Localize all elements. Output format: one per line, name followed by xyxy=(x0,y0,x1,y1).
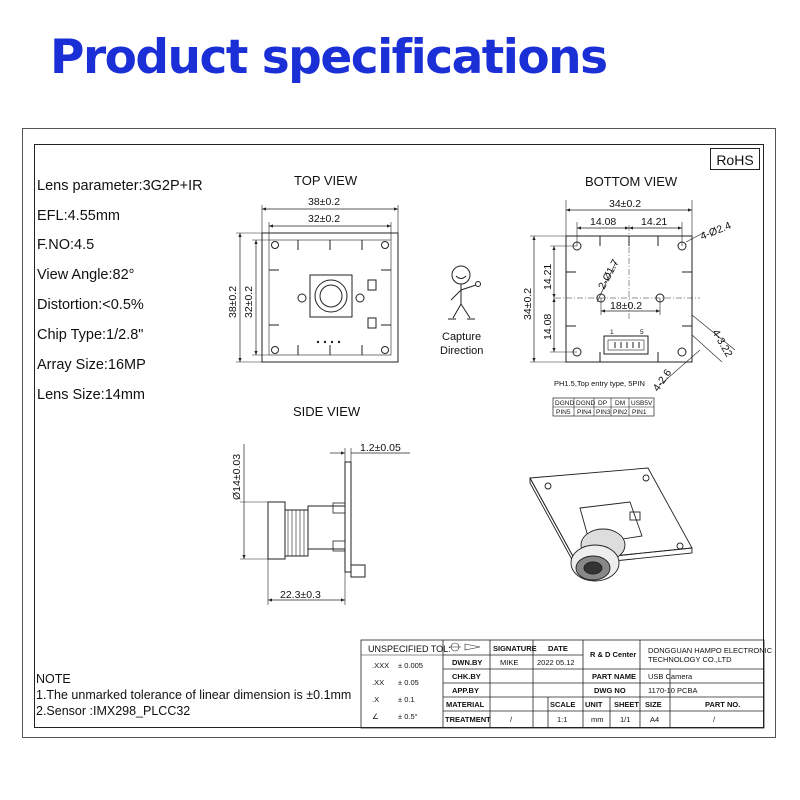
dim-bot-w-left: 14.08 xyxy=(590,216,617,228)
tb-app-by: APP.BY xyxy=(452,686,479,695)
tb-tol-val-4: ± 0.5° xyxy=(398,712,418,721)
tb-tol-key-1: .XXX xyxy=(372,661,390,670)
capture-direction-figure xyxy=(448,266,481,319)
tb-size-val: A4 xyxy=(650,715,660,724)
tb-t-treat: / xyxy=(510,715,513,724)
tb-tol-key-3: .X xyxy=(372,695,380,704)
spec-chip-type: Chip Type:1/2.8" xyxy=(37,327,144,343)
pin-3: PIN3 xyxy=(596,409,611,416)
dim-bot-h-bottom: 14.08 xyxy=(542,313,554,340)
top-view-drawing xyxy=(236,205,398,362)
tb-part-name: USB Camera xyxy=(648,672,693,681)
tb-scale: SCALE xyxy=(550,700,576,709)
tb-unit: UNIT xyxy=(585,700,603,709)
tb-scale-val: 1:1 xyxy=(557,715,568,724)
tb-company-1: DONGGUAN HAMPO ELECTRONIC xyxy=(648,646,773,655)
dim-bot-hole: 4-Ø2.4 xyxy=(698,219,733,243)
tb-tol-val-1: ± 0.005 xyxy=(398,661,423,670)
note-title: NOTE xyxy=(36,672,71,686)
note-line-1: 1.The unmarked tolerance of linear dimension is ±0.1mm xyxy=(36,688,352,702)
tb-dwn-name: MIKE xyxy=(500,658,519,667)
tb-tol-val-2: ± 0.05 xyxy=(398,678,419,687)
spec-lens-size: Lens Size:14mm xyxy=(37,387,145,403)
tb-tol-key-2: .XX xyxy=(372,678,385,687)
page-title: Product specifications xyxy=(50,30,607,85)
pin-1: PIN5 xyxy=(556,409,571,416)
spec-distortion: Distortion:<0.5% xyxy=(37,297,144,313)
signal-1: DGND xyxy=(555,400,575,407)
dim-bot-diag: 2-Ø1.7 xyxy=(596,257,622,292)
tb-signature: SIGNATURE xyxy=(493,644,537,653)
tb-sheet-val: 1/1 xyxy=(620,715,631,724)
tb-size: SIZE xyxy=(645,700,662,709)
dim-bot-h-top: 14.21 xyxy=(542,263,554,290)
spec-array-size: Array Size:16MP xyxy=(37,357,146,373)
tb-tol-key-4: ∠ xyxy=(372,712,379,721)
tb-unspecified: UNSPECIFIED TOL: xyxy=(368,644,451,654)
tb-dwn-by: DWN.BY xyxy=(452,658,483,667)
side-view-label: SIDE VIEW xyxy=(293,404,361,419)
tb-sheet: SHEET xyxy=(614,700,640,709)
note-line-2: 2.Sensor :IMX298_PLCC32 xyxy=(36,704,191,718)
pin-2: PIN4 xyxy=(577,409,592,416)
connector-pin5: 5 xyxy=(640,329,644,336)
tb-dwg-no: 1170-10 PCBA xyxy=(648,686,698,695)
capture-label-2: Direction xyxy=(440,345,484,357)
spec-view-angle: View Angle:82° xyxy=(37,267,135,283)
signal-4: DM xyxy=(615,400,626,407)
tb-part-name-label: PART NAME xyxy=(592,672,637,681)
pin-5: PIN1 xyxy=(632,409,647,416)
connector-pin1: 1 xyxy=(610,329,614,336)
dim-top-w-outer: 38±0.2 xyxy=(308,196,341,208)
dim-bot-w-outer: 34±0.2 xyxy=(609,198,642,210)
dim-bot-center: 18±0.2 xyxy=(610,300,643,312)
tb-date: DATE xyxy=(548,644,568,653)
tb-dwg-no-label: DWG NO xyxy=(594,686,626,695)
signal-5: USB5V xyxy=(631,400,653,407)
dim-side-len: 22.3±0.3 xyxy=(280,589,321,601)
spec-fno: F.NO:4.5 xyxy=(37,237,95,253)
dim-bot-h-outer: 34±0.2 xyxy=(522,287,534,320)
connector-caption: PH1.5,Top entry type, 5PIN xyxy=(554,379,645,388)
dim-side-thick: 1.2±0.05 xyxy=(360,442,401,454)
tb-company-2: TECHNOLOGY CO.,LTD xyxy=(648,655,732,664)
tb-chk-by: CHK.BY xyxy=(452,672,481,681)
tb-treatment: TREATMENT xyxy=(445,715,491,724)
tb-material: MATERIAL xyxy=(446,700,485,709)
signal-2: DGND xyxy=(576,400,596,407)
side-view-drawing xyxy=(240,444,410,605)
tb-unit-val: mm xyxy=(591,715,604,724)
dim-top-h-outer: 38±0.2 xyxy=(227,285,239,318)
spec-lens-parameter: Lens parameter:3G2P+IR xyxy=(37,178,203,194)
tb-rd: R & D Center xyxy=(590,650,637,659)
tb-part-no: PART NO. xyxy=(705,700,741,709)
tb-tol-val-3: ± 0.1 xyxy=(398,695,415,704)
tb-part-no-val: / xyxy=(713,715,716,724)
rohs-badge: RoHS xyxy=(710,148,760,170)
spec-efl: EFL:4.55mm xyxy=(37,208,120,224)
signal-3: DP xyxy=(598,400,608,407)
dim-bot-slot: 4-3.22 xyxy=(709,327,735,360)
pin-4: PIN2 xyxy=(613,409,628,416)
dim-top-w-inner: 32±0.2 xyxy=(308,213,341,225)
dim-bot-w-right: 14.21 xyxy=(641,216,668,228)
bottom-view-label: BOTTOM VIEW xyxy=(585,174,678,189)
dim-side-diam: Ø14±0.03 xyxy=(231,453,243,500)
dim-top-h-inner: 32±0.2 xyxy=(243,285,255,318)
isometric-view xyxy=(530,468,692,581)
capture-label-1: Capture xyxy=(442,331,482,343)
top-view-label: TOP VIEW xyxy=(294,173,358,188)
tb-dwn-date: 2022 05.12 xyxy=(537,658,575,667)
dim-bot-slot2: 4-2.6 xyxy=(650,367,675,394)
